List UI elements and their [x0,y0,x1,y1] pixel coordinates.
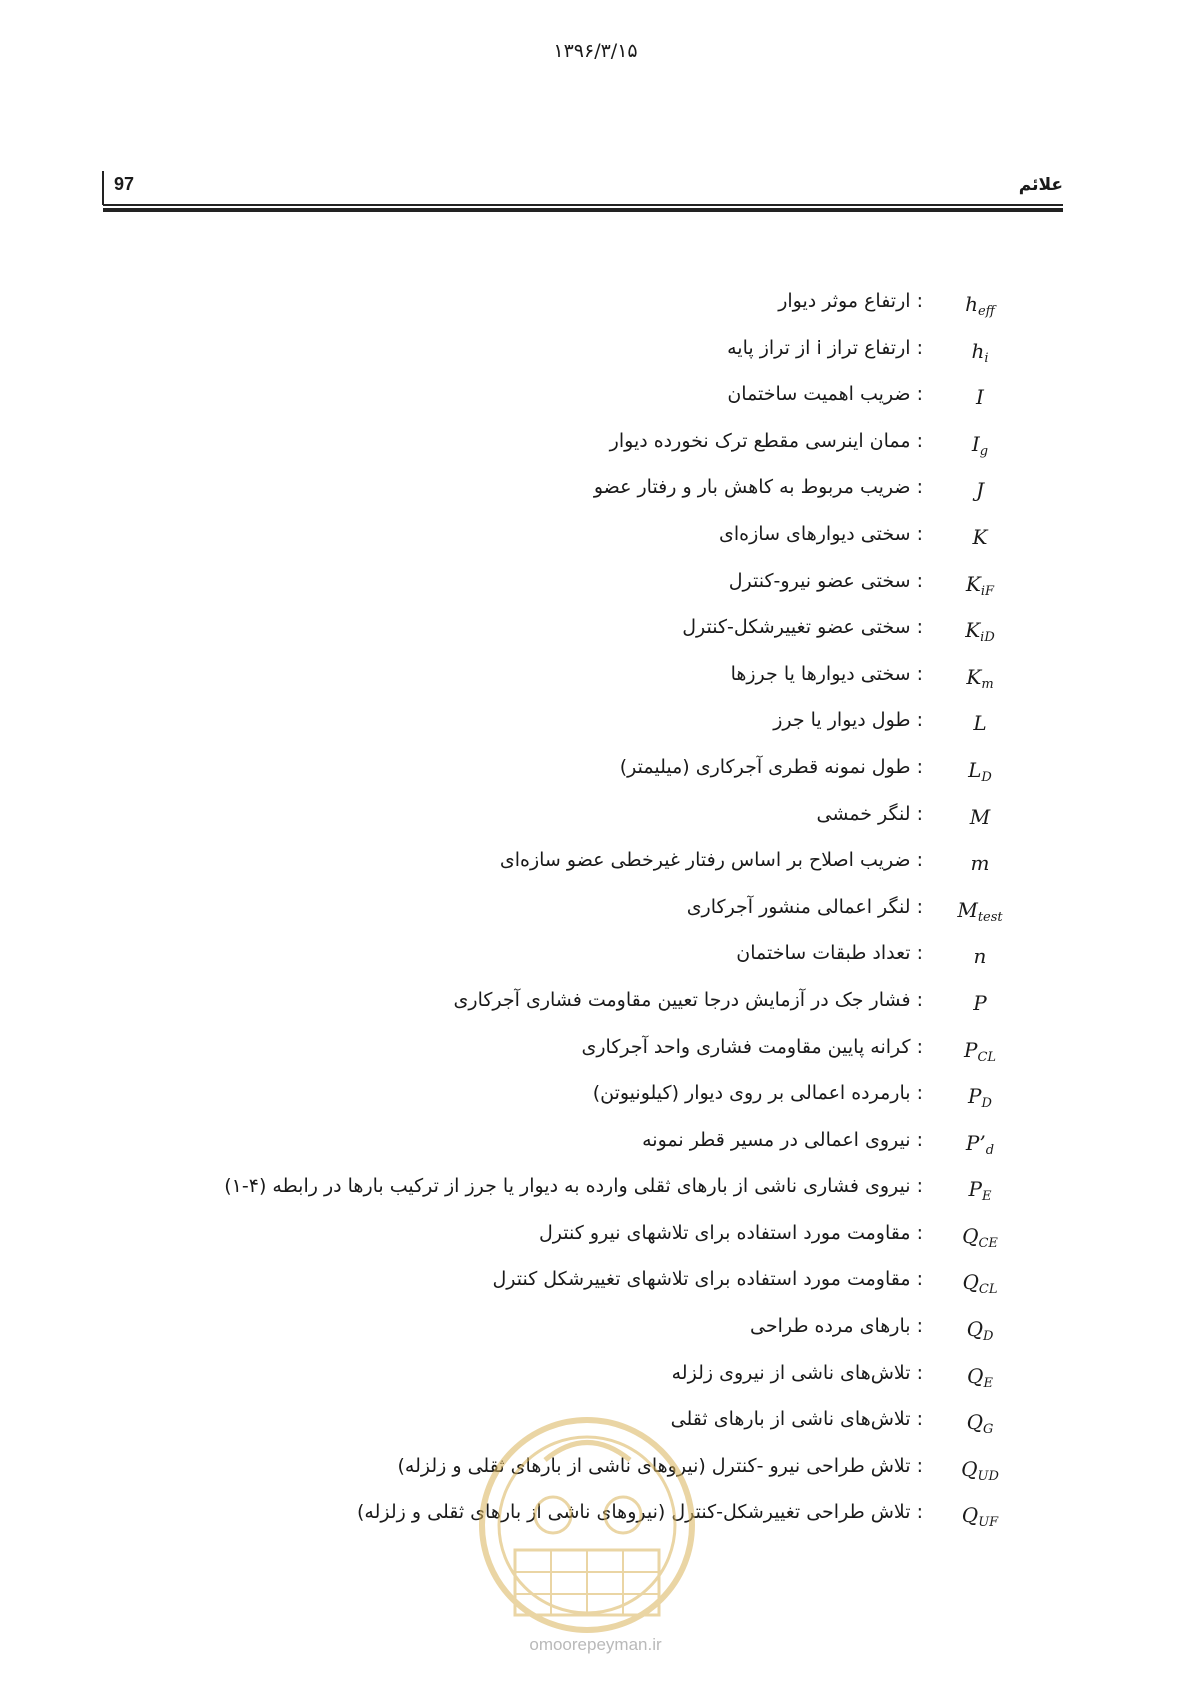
symbol-definition: : تعداد طبقات ساختمان [736,942,923,965]
symbol-row [51,335,1011,382]
symbol-notation [949,1410,1011,1437]
symbol-main: Q [962,1270,979,1295]
symbol-row [51,1173,1011,1220]
symbol-notation [949,478,1011,505]
symbol-notation [949,851,1011,878]
section-title: علائم [1018,175,1063,195]
symbol-definition: : طول دیوار یا جرز [773,709,923,732]
symbol-notation [949,1084,1011,1111]
symbol-main: L [973,711,987,736]
symbol-definition: : نیروی فشاری ناشی از بارهای ثقلی وارده به دیوار یا جرز از ترکیب بارها در رابطه (۴-۱) [224,1175,923,1198]
symbol-definition: : فشار جک در آزمایش درجا تعیین مقاومت فشاری آجرکاری [453,988,923,1011]
symbol-main: K [972,524,988,549]
symbol-row [51,801,1011,848]
symbol-subscript: D [981,769,992,785]
symbol-definition: : مقاومت مورد استفاده برای تلاشهای تغییرشکل کنترل [492,1268,923,1291]
symbol-row [51,847,1011,894]
symbol-notation [949,572,1011,599]
symbol-row [51,1313,1011,1360]
symbol-main: Q [961,1456,978,1481]
symbol-notation [949,1131,1011,1158]
symbol-main: P’ [965,1130,986,1155]
symbol-notation [949,339,1011,366]
symbol-main: Q [961,1503,979,1528]
symbol-subscript: E [983,1375,993,1391]
symbol-subscript: m [981,676,994,692]
symbol-main: M [969,804,991,829]
symbol-main: J [975,478,985,503]
symbol-notation [949,944,1011,971]
symbol-subscript: UD [977,1468,999,1484]
symbol-main: L [968,757,982,782]
symbol-row [51,707,1011,754]
symbol-subscript: eff [977,304,995,319]
symbol-subscript: iF [980,583,995,599]
symbol-notation [949,1224,1011,1251]
symbol-row [51,381,1011,428]
symbol-row [51,568,1011,615]
symbol-row [51,521,1011,568]
symbol-definition: : ارتفاع موثر دیوار [778,290,923,312]
symbol-notation [949,1038,1011,1065]
symbol-row [51,1220,1011,1267]
symbol-notation [949,665,1011,692]
symbol-definition: : کرانه پایین مقاومت فشاری واحد آجرکاری [581,1035,923,1058]
symbol-notation [949,805,1011,832]
page-number: 97 [114,174,135,194]
symbol-definition: : لنگر اعمالی منشور آجرکاری [686,895,923,918]
symbol-definition: : سختی عضو تغییرشکل-کنترل [682,616,923,639]
symbol-definition: : نیروی اعمالی در مسیر قطر نمونه [642,1128,923,1151]
symbol-definition: : تلاش‌های ناشی از بارهای ثقلی [670,1408,923,1431]
symbol-notation [949,1270,1011,1297]
symbol-main: I [971,431,980,456]
symbol-main: P [963,1037,978,1062]
symbol-row [51,1127,1011,1174]
symbol-subscript: UF [978,1515,999,1531]
page-date: ۱۳۹۶/۳/۱۵ [553,40,638,62]
symbol-main: P [968,1177,982,1202]
symbol-row [51,288,1011,335]
symbol-row [51,754,1011,801]
header-rule-thick [103,208,1063,212]
symbol-subscript: CE [978,1235,998,1251]
symbol-notation [949,898,1011,925]
symbol-subscript: g [979,443,989,459]
symbol-main: I [976,385,984,410]
symbol-subscript: G [983,1422,994,1438]
symbol-subscript: i [984,350,989,366]
symbol-notation [949,991,1011,1018]
symbol-main: Q [966,1410,983,1435]
symbol-main: K [965,618,981,643]
symbol-row [51,987,1011,1034]
symbol-definition: : بارهای مرده طراحی [750,1315,923,1338]
symbol-subscript: CL [978,1282,998,1298]
symbol-definition: : سختی دیوارهای سازه‌ای [719,522,923,545]
symbol-row [51,614,1011,661]
symbol-notation [949,1364,1011,1391]
symbol-definition: : لنگر خمشی [816,802,923,825]
watermark-text: omoorepeyman.ir [529,1635,662,1654]
symbol-main: K [966,664,982,689]
symbol-definition: : ضریب اصلاح بر اساس رفتار غیرخطی عضو سازه‌ای [499,849,923,872]
symbol-row [51,1080,1011,1127]
symbol-subscript: CL [977,1049,997,1065]
symbol-notation [949,758,1011,785]
symbol-subscript: iD [980,630,995,646]
symbol-subscript: d [985,1142,995,1158]
symbol-definition: : ممان اینرسی مقطع ترک نخورده دیوار [609,429,923,452]
symbol-notation [949,618,1011,645]
symbol-notation [949,1457,1011,1484]
symbol-main: h [971,338,985,363]
symbol-row [51,428,1011,475]
symbol-notation [949,525,1011,552]
symbol-notation [949,1317,1011,1344]
symbol-definition: : تلاش‌های ناشی از نیروی زلزله [671,1361,923,1384]
symbol-list [51,288,1011,1546]
symbol-main: Q [967,1363,984,1388]
symbol-subscript: D [981,1096,992,1112]
symbol-definition: : ارتفاع تراز i از تراز پایه [727,336,923,359]
symbol-notation [949,711,1011,738]
symbol-main: P [973,990,987,1015]
symbol-subscript: test [977,909,1003,925]
symbol-main: K [965,571,981,596]
header-rule-thin [103,204,1063,206]
symbol-definition: : ضریب مربوط به کاهش بار و رفتار عضو [593,476,923,499]
symbol-row [51,940,1011,987]
symbol-definition: : سختی دیوارها یا جرزها [730,662,923,685]
symbol-definition: : مقاومت مورد استفاده برای تلاشهای نیرو کنترل [538,1221,923,1244]
symbol-row [51,661,1011,708]
symbol-main: h [965,292,978,316]
symbol-main: Q [962,1223,979,1248]
symbol-main: m [970,851,990,876]
symbol-main: Q [966,1317,983,1342]
symbol-notation [949,432,1011,459]
symbol-definition: : سختی عضو نیرو-کنترل [728,569,923,592]
symbol-definition: : تلاش طراحی تغییرشکل-کنترل (نیروهای ناشی از بارهای ثقلی و زلزله) [357,1501,923,1524]
symbol-main: P [968,1084,982,1109]
symbol-notation [949,385,1011,412]
symbol-definition: : طول نمونه قطری آجرکاری (میلیمتر) [619,755,923,778]
symbol-row [51,1034,1011,1081]
symbol-subscript: E [981,1189,992,1205]
symbol-notation [949,1503,1011,1530]
symbol-main: n [973,944,987,969]
symbol-row [51,474,1011,521]
symbol-main: M [957,897,978,922]
symbol-row [51,1266,1011,1313]
header-left-tick [102,171,104,205]
symbol-subscript: D [982,1329,994,1345]
symbol-definition: : تلاش طراحی نیرو -کنترل (نیروهای ناشی از بارهای ثقلی و زلزله) [397,1454,923,1477]
symbol-notation [949,292,1011,319]
symbol-definition: : ضریب اهمیت ساختمان [727,383,923,406]
watermark-seal-icon [475,1400,700,1650]
symbol-notation [949,1177,1011,1204]
symbol-definition: : بارمرده اعمالی بر روی دیوار (کیلونیوتن) [592,1082,923,1105]
symbol-row [51,894,1011,941]
